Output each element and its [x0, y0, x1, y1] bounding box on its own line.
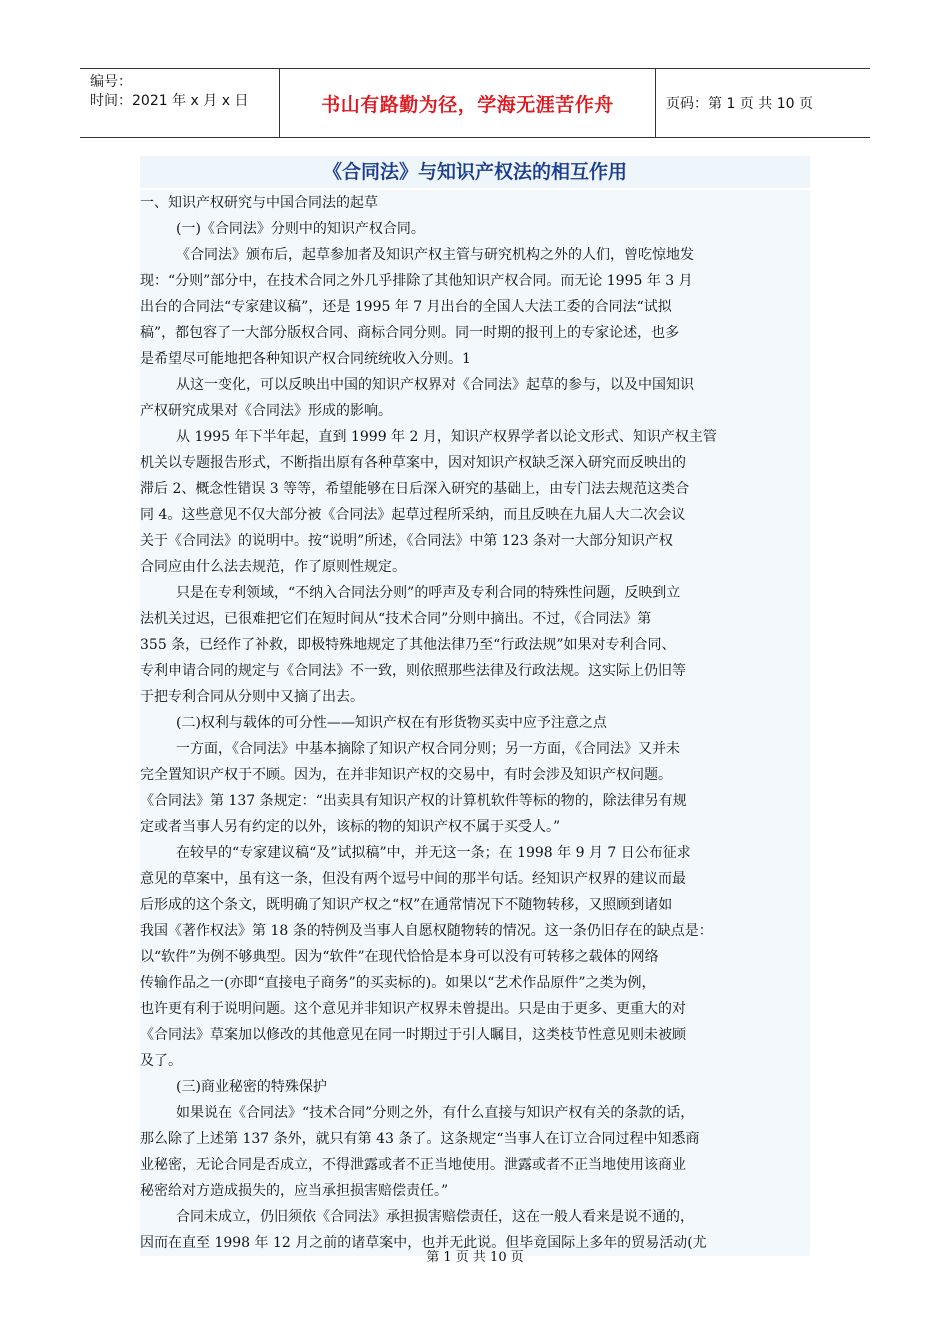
- page-footer: 第 1 页 共 10 页: [426, 1250, 524, 1265]
- text-line: (一)《合同法》分则中的知识产权合同。: [176, 221, 425, 237]
- header-motto: 书山有路勤为径，学海无涯苦作舟: [280, 69, 656, 137]
- document-date: 时间：2021 年 x 月 x 日: [90, 93, 249, 109]
- text-line: 业秘密，无论合同是否成立，不得泄露或者不正当地使用。泄露或者不正当地使用该商业: [140, 1157, 686, 1173]
- text-line: 《合同法》颁布后，起草参加者及知识产权主管与研究机构之外的人们，曾吃惊地发: [176, 247, 694, 263]
- text-line: 同 4。这些意见不仅大部分被《合同法》起草过程所采纳，而且反映在九届人大二次会议: [140, 507, 686, 523]
- text-line: (三)商业秘密的特殊保护: [176, 1079, 327, 1095]
- text-line: 那么除了上述第 137 条外，就只有第 43 条了。这条规定“当事人在订立合同过程中知悉商: [140, 1131, 700, 1147]
- text-line: 定或者当事人另有约定的以外，该标的物的知识产权不属于买受人。”: [140, 819, 561, 835]
- text-line: 意见的草案中，虽有这一条，但没有两个逗号中间的那半句话。经知识产权界的建议而最: [140, 871, 686, 887]
- document-body: [140, 190, 810, 1256]
- text-line: 秘密给对方造成损失的，应当承担损害赔偿责任。”: [140, 1183, 449, 1199]
- text-line: 355 条，已经作了补救，即极特殊地规定了其他法律乃至“行政法规”如果对专利合同、: [140, 637, 676, 653]
- text-line: 专利申请合同的规定与《合同法》不一致，则依照那些法律及行政法规。这实际上仍旧等: [140, 663, 686, 679]
- text-line: 后形成的这个条文，既明确了知识产权之“权”在通常情况下不随物转移，又照顾到诸如: [140, 897, 673, 913]
- text-line: 法机关过迟，已很难把它们在短时间从“技术合同”分则中摘出。不过，《合同法》第: [140, 611, 652, 627]
- text-line: 合同应由什么法去规范，作了原则性规定。: [140, 559, 406, 575]
- text-line: 及了。: [140, 1053, 182, 1069]
- header-page-number: 页码：第 1 页 共 10 页: [666, 96, 813, 112]
- text-line: 是希望尽可能地把各种知识产权合同统统收入分则。1: [140, 351, 471, 367]
- text-line: 我国《著作权法》第 18 条的特例及当事人自愿权随物转的情况。这一条仍旧存在的缺点是：: [140, 923, 713, 939]
- text-line: 《合同法》草案加以修改的其他意见在同一时期过于引人瞩目，这类枝节性意见则未被顾: [140, 1027, 686, 1043]
- text-line: 从这一变化，可以反映出中国的知识产权界对《合同法》起草的参与，以及中国知识: [176, 377, 694, 393]
- text-line: 《合同法》第 137 条规定：“出卖具有知识产权的计算机软件等标的物的，除法律另有规: [140, 793, 687, 809]
- text-line: 现：“分则”部分中，在技术合同之外几乎排除了其他知识产权合同。而无论 1995 年 3 月: [140, 273, 693, 289]
- text-line: 在较早的“专家建议稿“及”试拟稿”中，并无这一条；在 1998 年 9 月 7 日公布征求: [176, 845, 691, 861]
- text-line: 一方面，《合同法》中基本摘除了知识产权合同分则；另一方面，《合同法》又并未: [176, 741, 680, 757]
- document-number: 编号：: [90, 74, 132, 90]
- text-line: 稿”，都包容了一大部分版权合同、商标合同分则。同一时期的报刊上的专家论述，也多: [140, 325, 680, 341]
- text-line: 从 1995 年下半年起，直到 1999 年 2 月，知识产权界学者以论文形式、知识产权主管: [176, 429, 717, 445]
- text-line: 关于《合同法》的说明中。按“说明”所述，《合同法》中第 123 条对一大部分知识产权: [140, 533, 673, 549]
- text-line: 以“软件”为例不够典型。因为“软件”在现代恰恰是本身可以没有可转移之载体的网络: [140, 949, 659, 965]
- text-line: 完全置知识产权于不顾。因为，在并非知识产权的交易中，有时会涉及知识产权问题。: [140, 767, 672, 783]
- text-line: 也许更有利于说明问题。这个意见并非知识产权界未曾提出。只是由于更多、更重大的对: [140, 1001, 686, 1017]
- document-title: 《合同法》与知识产权法的相互作用: [140, 156, 810, 188]
- text-line: (二)权利与载体的可分性——知识产权在有形货物买卖中应予注意之点: [176, 715, 607, 731]
- text-line: 合同未成立，仍旧须依《合同法》承担损害赔偿责任，这在一般人看来是说不通的，: [176, 1209, 694, 1225]
- text-line: 传输作品之一(亦即“直接电子商务”的买卖标的)。如果以“艺术作品原件”之类为例，: [140, 975, 656, 991]
- text-line: 如果说在《合同法》“技术合同”分则之外，有什么直接与知识产权有关的条款的话，: [176, 1105, 695, 1121]
- text-line: 出台的合同法“专家建议稿”，还是 1995 年 7 月出台的全国人大法工委的合同法“试拟: [140, 299, 672, 315]
- text-line: 因而在直至 1998 年 12 月之前的诸草案中，也并无此说。但毕竟国际上多年的贸易活动(尤: [140, 1235, 707, 1251]
- page-header: [80, 68, 870, 138]
- text-line: 滞后 2、概念性错误 3 等等，希望能够在日后深入研究的基础上，由专门法去规范这类合: [140, 481, 690, 497]
- header-info-cell: [80, 69, 280, 137]
- text-line: 一、知识产权研究与中国合同法的起草: [140, 195, 378, 211]
- text-line: 机关以专题报告形式，不断指出原有各种草案中，因对知识产权缺乏深入研究而反映出的: [140, 455, 686, 471]
- text-line: 产权研究成果对《合同法》形成的影响。: [140, 403, 392, 419]
- text-line: 于把专利合同从分则中又摘了出去。: [140, 689, 364, 705]
- text-line: 只是在专利领域，“不纳入合同法分则”的呼声及专利合同的特殊性问题，反映到立: [176, 585, 681, 601]
